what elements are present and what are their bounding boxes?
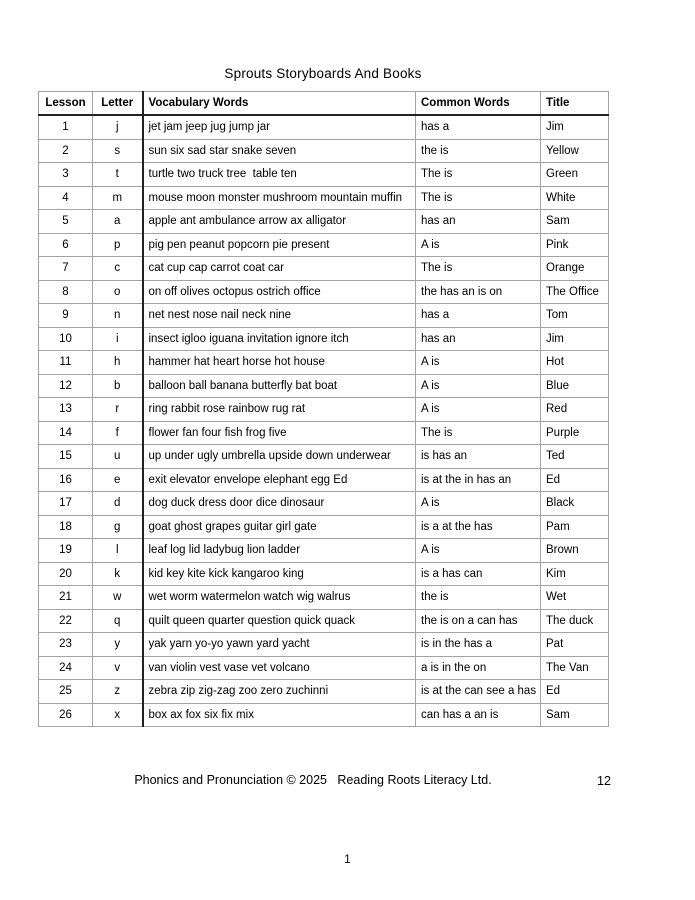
table-row — [39, 421, 609, 445]
table-row — [39, 515, 609, 539]
letter-cell: i — [93, 327, 143, 351]
table-row — [39, 586, 609, 610]
table-row — [39, 633, 609, 657]
common-cell: the is — [416, 586, 541, 610]
common-cell: A is — [416, 351, 541, 375]
common-cell: has an — [416, 210, 541, 234]
lesson-cell: 24 — [39, 656, 93, 680]
vocab-cell: yak yarn yo-yo yawn yard yacht — [143, 633, 416, 657]
table-row — [39, 468, 609, 492]
title-cell: Black — [541, 492, 609, 516]
title-cell: Purple — [541, 421, 609, 445]
letter-cell: p — [93, 233, 143, 257]
lesson-cell: 16 — [39, 468, 93, 492]
footer-copyright-text: Phonics and Pronunciation © 2025 Reading Roots Literacy Ltd. — [134, 773, 492, 787]
letter-cell: u — [93, 445, 143, 469]
common-cell: The is — [416, 421, 541, 445]
common-cell: is at the can see a has — [416, 680, 541, 704]
table-row — [39, 703, 609, 727]
common-cell: is a has can — [416, 562, 541, 586]
letter-cell: a — [93, 210, 143, 234]
common-cell: The is — [416, 257, 541, 281]
common-cell: the has an is on — [416, 280, 541, 304]
vocab-cell: goat ghost grapes guitar girl gate — [143, 515, 416, 539]
letter-cell: o — [93, 280, 143, 304]
vocab-cell: mouse moon monster mushroom mountain muffin — [143, 186, 416, 210]
lesson-cell: 8 — [39, 280, 93, 304]
letter-cell: d — [93, 492, 143, 516]
document-page-label: 12 — [597, 774, 611, 788]
col-header-lesson: Lesson — [39, 92, 93, 116]
table-row — [39, 680, 609, 704]
letter-cell: k — [93, 562, 143, 586]
table-row — [39, 562, 609, 586]
vocab-cell: zebra zip zig-zag zoo zero zuchinni — [143, 680, 416, 704]
table-row — [39, 445, 609, 469]
title-cell: Orange — [541, 257, 609, 281]
lesson-cell: 20 — [39, 562, 93, 586]
vocab-cell: quilt queen quarter question quick quack — [143, 609, 416, 633]
lesson-cell: 6 — [39, 233, 93, 257]
vocab-cell: leaf log lid ladybug lion ladder — [143, 539, 416, 563]
lesson-cell: 19 — [39, 539, 93, 563]
common-cell: can has a an is — [416, 703, 541, 727]
common-cell: is a at the has — [416, 515, 541, 539]
title-cell: Pat — [541, 633, 609, 657]
common-cell: A is — [416, 398, 541, 422]
title-cell: Kim — [541, 562, 609, 586]
common-cell: A is — [416, 492, 541, 516]
table-header-row — [39, 92, 609, 116]
table-row — [39, 609, 609, 633]
table-row — [39, 210, 609, 234]
table-row — [39, 539, 609, 563]
vocab-cell: on off olives octopus ostrich office — [143, 280, 416, 304]
letter-cell: n — [93, 304, 143, 328]
vocab-cell: ring rabbit rose rainbow rug rat — [143, 398, 416, 422]
title-cell: Red — [541, 398, 609, 422]
lesson-cell: 17 — [39, 492, 93, 516]
title-cell: Ed — [541, 680, 609, 704]
title-cell: The Van — [541, 656, 609, 680]
table-row — [39, 163, 609, 187]
vocab-cell: wet worm watermelon watch wig walrus — [143, 586, 416, 610]
common-cell: has a — [416, 115, 541, 139]
lesson-cell: 3 — [39, 163, 93, 187]
title-cell: Hot — [541, 351, 609, 375]
lesson-cell: 25 — [39, 680, 93, 704]
letter-cell: r — [93, 398, 143, 422]
letter-cell: x — [93, 703, 143, 727]
title-cell: The Office — [541, 280, 609, 304]
table-row — [39, 233, 609, 257]
title-cell: Yellow — [541, 139, 609, 163]
lesson-cell: 11 — [39, 351, 93, 375]
title-cell: Pam — [541, 515, 609, 539]
letter-cell: j — [93, 115, 143, 139]
common-cell: is at the in has an — [416, 468, 541, 492]
lesson-cell: 2 — [39, 139, 93, 163]
lesson-cell: 21 — [39, 586, 93, 610]
lesson-cell: 12 — [39, 374, 93, 398]
pdf-page-number: 1 — [344, 854, 351, 866]
lesson-cell: 9 — [39, 304, 93, 328]
title-cell: Ed — [541, 468, 609, 492]
letter-cell: z — [93, 680, 143, 704]
letter-cell: m — [93, 186, 143, 210]
common-cell: A is — [416, 539, 541, 563]
lesson-cell: 23 — [39, 633, 93, 657]
table-row — [39, 374, 609, 398]
table-row — [39, 304, 609, 328]
title-cell: Jim — [541, 327, 609, 351]
title-cell: Wet — [541, 586, 609, 610]
letter-cell: v — [93, 656, 143, 680]
table-row — [39, 492, 609, 516]
lesson-cell: 4 — [39, 186, 93, 210]
table-row — [39, 351, 609, 375]
letter-cell: w — [93, 586, 143, 610]
letter-cell: g — [93, 515, 143, 539]
vocab-cell: box ax fox six fix mix — [143, 703, 416, 727]
lesson-cell: 1 — [39, 115, 93, 139]
common-cell: The is — [416, 163, 541, 187]
common-cell: has an — [416, 327, 541, 351]
title-cell: The duck — [541, 609, 609, 633]
vocab-cell: dog duck dress door dice dinosaur — [143, 492, 416, 516]
col-header-vocabulary-words: Vocabulary Words — [143, 92, 416, 116]
letter-cell: b — [93, 374, 143, 398]
title-cell: Jim — [541, 115, 609, 139]
col-header-common-words: Common Words — [416, 92, 541, 116]
letter-cell: f — [93, 421, 143, 445]
letter-cell: e — [93, 468, 143, 492]
table-row — [39, 186, 609, 210]
vocab-cell: jet jam jeep jug jump jar — [143, 115, 416, 139]
vocab-cell: insect igloo iguana invitation ignore itch — [143, 327, 416, 351]
common-cell: has a — [416, 304, 541, 328]
table-row — [39, 327, 609, 351]
common-cell: a is in the on — [416, 656, 541, 680]
col-header-letter: Letter — [93, 92, 143, 116]
letter-cell: s — [93, 139, 143, 163]
vocab-cell: cat cup cap carrot coat car — [143, 257, 416, 281]
lesson-cell: 14 — [39, 421, 93, 445]
table-row — [39, 398, 609, 422]
table-row — [39, 139, 609, 163]
lesson-cell: 15 — [39, 445, 93, 469]
vocab-cell: van violin vest vase vet volcano — [143, 656, 416, 680]
common-cell: the is on a can has — [416, 609, 541, 633]
page-title: Sprouts Storyboards And Books — [224, 66, 422, 81]
lesson-cell: 10 — [39, 327, 93, 351]
lessons-table — [38, 91, 609, 727]
common-cell: A is — [416, 233, 541, 257]
letter-cell: y — [93, 633, 143, 657]
lesson-cell: 26 — [39, 703, 93, 727]
vocab-cell: exit elevator envelope elephant egg Ed — [143, 468, 416, 492]
lesson-cell: 22 — [39, 609, 93, 633]
letter-cell: c — [93, 257, 143, 281]
lesson-cell: 18 — [39, 515, 93, 539]
title-cell: Green — [541, 163, 609, 187]
letter-cell: t — [93, 163, 143, 187]
letter-cell: h — [93, 351, 143, 375]
title-cell: Sam — [541, 210, 609, 234]
title-cell: Blue — [541, 374, 609, 398]
col-header-title: Title — [541, 92, 609, 116]
title-cell: Brown — [541, 539, 609, 563]
lesson-cell: 5 — [39, 210, 93, 234]
letter-cell: l — [93, 539, 143, 563]
vocab-cell: kid key kite kick kangaroo king — [143, 562, 416, 586]
vocab-cell: net nest nose nail neck nine — [143, 304, 416, 328]
common-cell: the is — [416, 139, 541, 163]
title-cell: Sam — [541, 703, 609, 727]
table-row — [39, 115, 609, 139]
title-cell: Tom — [541, 304, 609, 328]
table-row — [39, 280, 609, 304]
table-body — [39, 115, 609, 727]
common-cell: The is — [416, 186, 541, 210]
vocab-cell: turtle two truck tree table ten — [143, 163, 416, 187]
lesson-cell: 13 — [39, 398, 93, 422]
vocab-cell: apple ant ambulance arrow ax alligator — [143, 210, 416, 234]
vocab-cell: up under ugly umbrella upside down underwear — [143, 445, 416, 469]
title-cell: White — [541, 186, 609, 210]
title-cell: Ted — [541, 445, 609, 469]
table-row — [39, 257, 609, 281]
common-cell: is has an — [416, 445, 541, 469]
vocab-cell: balloon ball banana butterfly bat boat — [143, 374, 416, 398]
common-cell: A is — [416, 374, 541, 398]
letter-cell: q — [93, 609, 143, 633]
lesson-cell: 7 — [39, 257, 93, 281]
vocab-cell: hammer hat heart horse hot house — [143, 351, 416, 375]
vocab-cell: pig pen peanut popcorn pie present — [143, 233, 416, 257]
vocab-cell: sun six sad star snake seven — [143, 139, 416, 163]
table-row — [39, 656, 609, 680]
title-cell: Pink — [541, 233, 609, 257]
common-cell: is in the has a — [416, 633, 541, 657]
vocab-cell: flower fan four fish frog five — [143, 421, 416, 445]
